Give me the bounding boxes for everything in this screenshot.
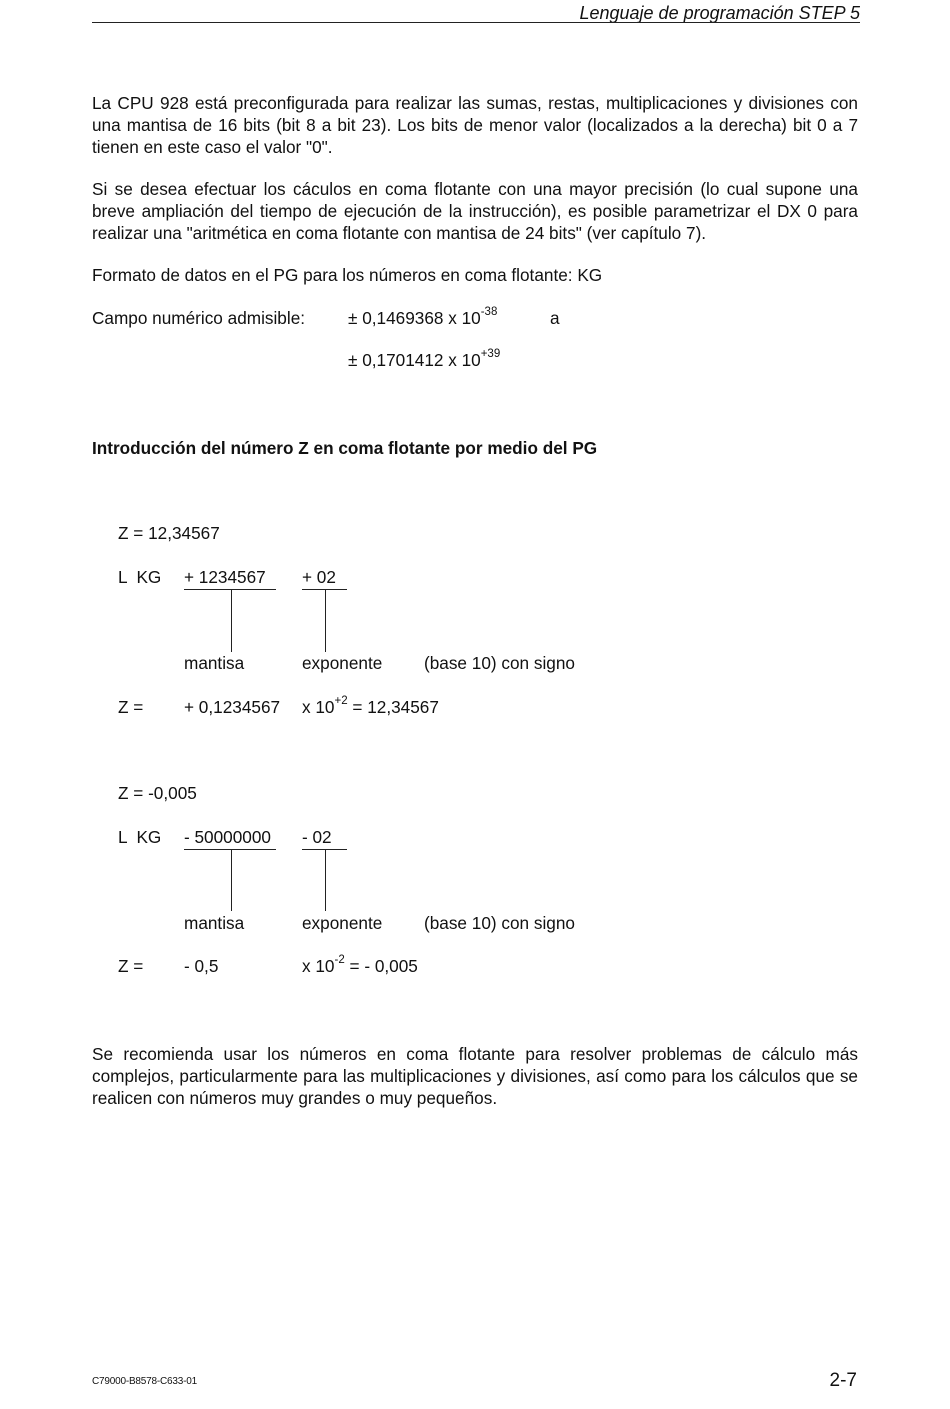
- example2-result: [302, 956, 418, 977]
- range-label: Campo numérico admisible:: [92, 308, 306, 328]
- example2-result-pow: x 10: [302, 956, 335, 976]
- example1-exponent-pointer: [325, 590, 326, 652]
- example1-exponent: + 02: [302, 567, 347, 590]
- example2-instruction: L KG: [118, 827, 162, 847]
- example2-exponent-label: exponente: [302, 913, 383, 933]
- range-low-base: ± 0,1469368 x 10: [348, 308, 481, 328]
- header-rule: [92, 22, 860, 23]
- example2-result-mantissa: - 0,5: [184, 956, 219, 976]
- example2-result-value: = - 0,005: [349, 956, 418, 976]
- example1-exponent-label: exponente: [302, 653, 383, 673]
- example2-mantissa: - 50000000: [184, 827, 276, 850]
- paragraph-cpu-mantissa: La CPU 928 está preconfigurada para realizar las sumas, restas, multiplicaciones y divisiones con una mantisa de 16 bits (bit 8 a bit 23). Los bits de menor valor (localizados a la derecha) bit 0 a 7 tienen en este caso el valor "0".: [92, 93, 858, 157]
- footer-document-code: C79000-B8578-C633-01: [92, 1376, 197, 1387]
- range-to: a: [550, 308, 560, 328]
- example1-result: [302, 697, 439, 718]
- example1-result-mantissa: + 0,1234567: [184, 697, 281, 717]
- paragraph-data-format: Formato de datos en el PG para los números en coma flotante: KG: [92, 265, 603, 285]
- example1-mantissa: + 1234567: [184, 567, 276, 590]
- example1-z-definition: Z = 12,34567: [118, 523, 220, 543]
- example2-mantissa-label: mantisa: [184, 913, 245, 933]
- page-number: 2-7: [829, 1370, 857, 1391]
- example2-z-equals: Z =: [118, 956, 144, 976]
- range-high-exp: +39: [480, 348, 501, 361]
- paragraph-precision: Si se desea efectuar los cáculos en coma flotante con una mayor precisión (lo cual supone una breve ampliación del tiempo de ejecución de la instrucción), es posible parametrizar el DX 0 para realizar una "aritmética en coma flotante con mantisa de 24 bits" (ver capítulo 7).: [92, 179, 858, 243]
- running-header: Lenguaje de programación STEP 5: [579, 3, 860, 23]
- example1-z-equals: Z =: [118, 697, 144, 717]
- example2-exponent: - 02: [302, 827, 347, 850]
- example1-mantissa-label: mantisa: [184, 653, 245, 673]
- example1-result-pow: x 10: [302, 697, 335, 717]
- example1-instruction: L KG: [118, 567, 162, 587]
- example2-result-exp: -2: [334, 954, 345, 967]
- range-high: [348, 350, 500, 371]
- range-low: [348, 308, 497, 329]
- example1-base-label: (base 10) con signo: [424, 653, 575, 673]
- example1-mantissa-pointer: [231, 590, 232, 652]
- example2-exponent-pointer: [325, 850, 326, 911]
- range-high-base: ± 0,1701412 x 10: [348, 350, 481, 370]
- example1-result-value: = 12,34567: [352, 697, 439, 717]
- example2-mantissa-pointer: [231, 850, 232, 911]
- range-low-exp: -38: [480, 306, 498, 319]
- paragraph-recommendation: Se recomienda usar los números en coma flotante para resolver problemas de cálculo más complejos, particularmente para las multiplicaciones y divisiones, así como para los cálculos que se realicen con números muy grandes o muy pequeños.: [92, 1044, 858, 1108]
- example1-result-exp: +2: [334, 695, 348, 708]
- example2-base-label: (base 10) con signo: [424, 913, 575, 933]
- section-heading: Introducción del número Z en coma flotante por medio del PG: [92, 438, 598, 458]
- example2-z-definition: Z = -0,005: [118, 783, 197, 803]
